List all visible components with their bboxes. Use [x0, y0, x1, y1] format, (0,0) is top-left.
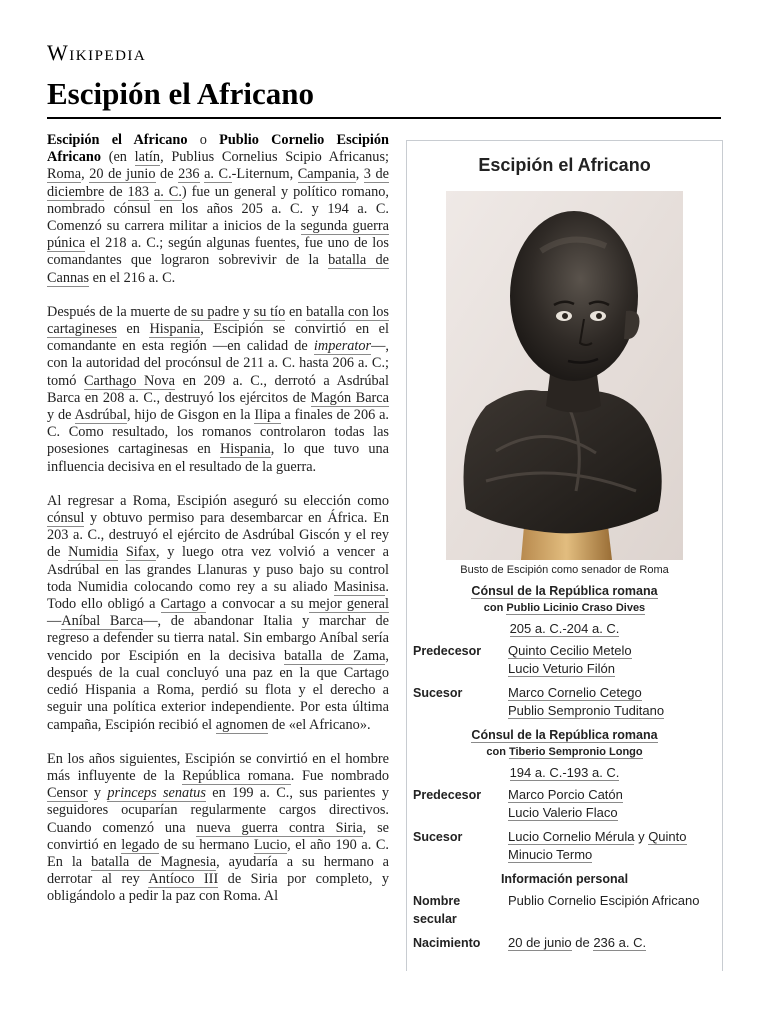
birth-row	[407, 934, 722, 952]
article-link[interactable]: su padre	[190, 303, 240, 320]
personal-info-heading: Información personal	[500, 872, 629, 886]
article-link[interactable]: imperator	[313, 338, 372, 355]
predecessor-values	[508, 642, 722, 678]
article-paragraph: Después de la muerte de su padre y su tío en batalla con los cartagineses en Hispania, Escipión se convirtió en el comandante en esta región —en calidad de imperator—, con la autoridad del procónsul de 211 a. C. hasta 206 a. C.; tomó Carthago Nova en 209 a. C., derrotó a Asdrúbal Barca en 208 a. C., destruyó los ejércitos de Magón Barca y de Asdrúbal, hijo de Gisgon en la Ilipa a finales de 206 a. C. Como resultado, los romanos controlaron todas las posesiones cartaginesas en Hispania, lo que tuvo una influencia decisiva en el resultado de la guerra.	[47, 303, 389, 475]
birth-name-row	[407, 892, 722, 928]
successor-row-2	[407, 828, 722, 864]
office-link[interactable]: Cónsul de la República romana	[471, 728, 658, 742]
article-link[interactable]: nueva guerra contra Siria	[196, 819, 363, 836]
article-link[interactable]: Aníbal Barca	[61, 613, 144, 630]
bust-illustration	[446, 191, 683, 560]
term-period-2[interactable]	[407, 764, 722, 782]
article-link[interactable]: 3 de diciembre	[47, 166, 389, 200]
article-link[interactable]: princeps senatus	[107, 785, 206, 802]
infobox	[406, 140, 723, 971]
successor-link[interactable]: Publio Sempronio Tuditano	[508, 703, 665, 718]
birth-day-link[interactable]: 20 de junio	[508, 935, 572, 950]
infobox-title: Escipión el Africano	[478, 155, 651, 175]
successor-label: Sucesor	[413, 830, 463, 844]
article-link[interactable]: batalla de Magnesia	[91, 853, 217, 870]
successor-values	[508, 828, 722, 864]
article-link[interactable]: Sifax	[125, 544, 157, 561]
article-link[interactable]: mejor general	[308, 596, 389, 613]
predecessor-row-1	[407, 642, 722, 678]
successor-values	[508, 684, 722, 720]
birth-value	[508, 934, 722, 952]
predecessor-label: Predecesor	[413, 644, 482, 658]
article-link[interactable]: Censor	[47, 785, 88, 802]
article-link[interactable]: a. C.	[204, 166, 232, 183]
birth-name-label: Nombre secular	[413, 894, 461, 926]
colleague-line-1	[407, 600, 722, 616]
predecessor-row-2	[407, 786, 722, 822]
article-link[interactable]: cónsul	[47, 510, 85, 527]
office-link[interactable]: Cónsul de la República romana	[471, 584, 658, 598]
article-link[interactable]: batalla con los cartagineses	[47, 303, 389, 338]
image-caption: Busto de Escipión como senador de Roma	[460, 564, 669, 576]
article-link[interactable]: Asdrúbal	[74, 407, 127, 424]
article-paragraph: Escipión el Africano o Publio Cornelio Escipión Africano (en latín, Publius Cornelius Scipio Africanus; Roma, 20 de junio de 236 a. C.-Liternum, Campania, 3 de diciembre de 183 a. C.) fue un general y político romano, nombrado cónsul en los años 205 a. C. y 194 a. C. Comenzó su carrera militar a inicios de la segunda guerra púnica el 218 a. C.; según algunas fuentes, fue uno de los comandantes que lograron sobrevivir de la batalla de Cannas en el 216 a. C.	[47, 132, 390, 286]
predecessor-link[interactable]: Lucio Veturio Filón	[508, 661, 615, 676]
birth-year-link[interactable]: 236 a. C.	[593, 935, 647, 950]
colleague-prefix: con	[486, 746, 506, 758]
title-divider	[47, 117, 721, 119]
office-heading-1[interactable]	[407, 582, 722, 600]
article-link[interactable]: Hispania	[149, 321, 201, 338]
birth-name-value: Publio Cornelio Escipión Africano	[508, 893, 700, 908]
colleague-prefix: con	[483, 602, 504, 614]
successor-link[interactable]: Minucio Termo	[508, 847, 593, 862]
article-link[interactable]: Lucio	[253, 836, 288, 853]
article-link[interactable]: su tío	[253, 303, 286, 320]
article-link[interactable]: legado	[121, 836, 160, 853]
article-link[interactable]: 183	[127, 183, 149, 200]
colleague-line-2	[407, 744, 722, 760]
bust-image[interactable]	[446, 191, 683, 560]
article-link[interactable]: Ilipa	[254, 407, 281, 424]
wikipedia-wordmark[interactable]: Wikipedia	[47, 40, 147, 65]
article-link[interactable]: batalla de Cannas	[47, 252, 390, 286]
predecessor-link[interactable]: Marco Porcio Catón	[508, 787, 623, 802]
predecessor-link[interactable]: Quinto Cecilio Metelo	[508, 643, 632, 658]
page-title: Escipión el Africano	[47, 76, 314, 111]
predecessor-label: Predecesor	[413, 788, 482, 802]
article-link[interactable]: Masinisa	[333, 578, 386, 595]
article-body	[47, 132, 389, 923]
article-link[interactable]: 20 de junio	[89, 166, 156, 183]
term-period-link[interactable]: 194 a. C.-193 a. C.	[509, 765, 620, 780]
predecessor-values	[508, 786, 722, 822]
article-link[interactable]: Campania	[297, 166, 356, 183]
article-link[interactable]: batalla de Zama	[283, 647, 386, 664]
article-link[interactable]: Numidia	[68, 544, 119, 561]
article-paragraph: Al regresar a Roma, Escipión aseguró su elección como cónsul y obtuvo permiso para desembarcar en África. En 203 a. C., destruyó el ejército de Asdrúbal Giscón y el rey de Numidia Sifax, y luego otra vez volvió a vencer a Asdrúbal en las grandes Llanuras y puso bajo su control toda Numidia colocando como rey a su aliado Masinisa. Todo ello obligó a Cartago a convocar a su mejor general —Aníbal Barca—, de abandonar Italia y marchar de regreso a defender su tierra natal. Sin embargo Aníbal sería vencido por Escipión en la decisiva batalla de Zama, después de la cual concluyó una paz en la que Cartago cedió Hispania a Roma, perdió su flota y el derecho a seguir una política exterior independiente. Por esta última campaña, Escipión recibió el agnomen de «el Africano».	[47, 492, 389, 733]
article-link[interactable]: 236	[178, 166, 200, 183]
birth-separator: de	[571, 935, 594, 950]
article-link[interactable]: agnomen	[215, 716, 269, 733]
colleague-link[interactable]: Tiberio Sempronio Longo	[508, 746, 643, 758]
article-link[interactable]: Roma	[47, 166, 82, 183]
office-heading-2[interactable]	[407, 726, 722, 744]
successor-link[interactable]: Lucio Cornelio Mérula	[508, 829, 635, 844]
article-link[interactable]: Hispania	[219, 441, 271, 458]
article-link[interactable]: latín	[134, 149, 161, 166]
article-link[interactable]: Magón Barca	[310, 389, 389, 406]
bold-term: Publio Cornelio Escipión Africano	[47, 132, 389, 166]
colleague-link[interactable]: Publio Licinio Craso Dives	[506, 602, 646, 614]
birth-label: Nacimiento	[413, 936, 481, 950]
article-link[interactable]: Cartago	[160, 596, 206, 613]
successor-link[interactable]: Quinto	[648, 829, 687, 844]
article-paragraph: En los años siguientes, Escipión se convirtió en el hombre más influyente de la República romana. Fue nombrado Censor y princeps senatus en 199 a. C., sus parientes y seguidores ocuparían regularmente cargos directivos. Cuando comenzó una nueva guerra contra Siria, se convirtió en legado de su hermano Lucio, el año 190 a. C. En la batalla de Magnesia, ayudaría a su hermano a derrotar al rey Antíoco III de Siria por completo, y obligándolo a pedir la paz con Roma. Al	[47, 750, 390, 905]
article-link[interactable]: Carthago Nova	[84, 372, 175, 389]
successor-row-1	[407, 684, 722, 720]
term-period-link[interactable]: 205 a. C.-204 a. C.	[509, 621, 620, 636]
article-link[interactable]: Antíoco III	[148, 871, 219, 888]
successor-link[interactable]: Marco Cornelio Cetego	[508, 685, 642, 700]
term-period-1[interactable]	[407, 620, 722, 638]
successor-separator: y	[634, 829, 649, 844]
predecessor-link[interactable]: Lucio Valerio Flaco	[508, 805, 618, 820]
bold-term: Escipión el Africano	[47, 132, 188, 148]
successor-label: Sucesor	[413, 686, 463, 700]
article-link[interactable]: segunda guerra púnica	[47, 218, 389, 252]
article-link[interactable]: República romana	[182, 767, 291, 784]
article-link[interactable]: a. C.	[153, 183, 182, 200]
